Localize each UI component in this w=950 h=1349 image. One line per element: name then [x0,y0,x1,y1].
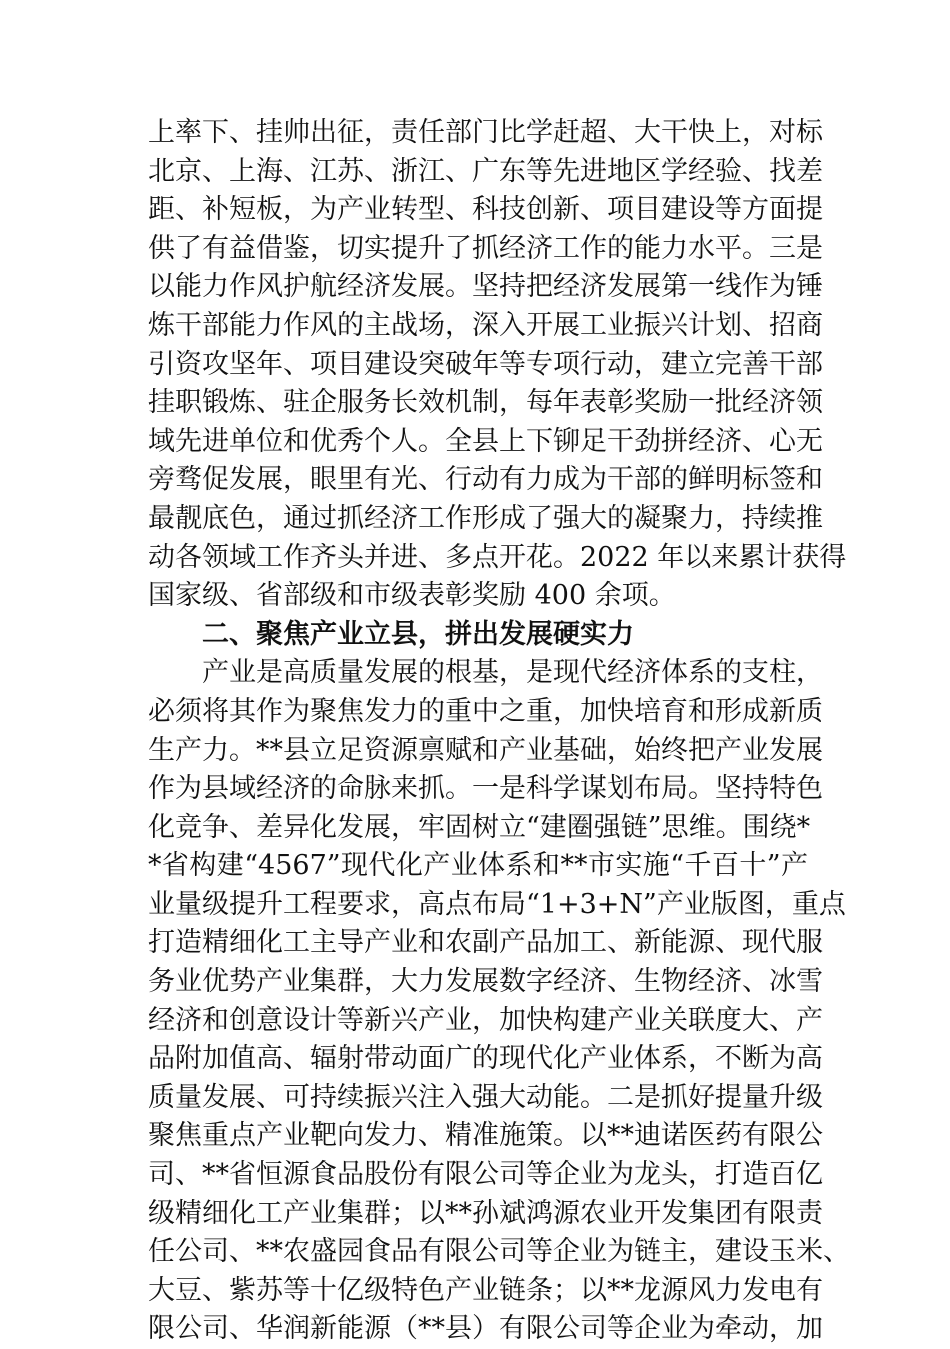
text-line: 级精细化工产业集群；以**孙斌鸿源农业开发集团有限责 [148,1197,823,1229]
text-line: 旁骛促发展，眼里有光、行动有力成为干部的鲜明标签和 [148,464,823,496]
text-line: 限公司、华润新能源（**县）有限公司等企业为牵动，加 [148,1313,823,1345]
text-line: 必须将其作为聚焦发力的重中之重，加快培育和形成新质 [148,695,823,727]
text-line: 供了有益借鉴，切实提升了抓经济工作的能力水平。三是 [148,232,823,264]
text-line: 作为县域经济的命脉来抓。一是科学谋划布局。坚持特色 [148,773,823,805]
text-line: 炼干部能力作风的主战场，深入开展工业振兴计划、招商 [148,309,823,341]
paragraph-2 [148,654,850,1349]
text-line: 生产力。**县立足资源禀赋和产业基础，始终把产业发展 [148,734,823,766]
text-line: 引资攻坚年、项目建设突破年等专项行动，建立完善干部 [148,348,823,380]
text-line: 质量发展、可持续振兴注入强大动能。二是抓好提量升级 [148,1081,823,1113]
text-line: 品附加值高、辐射带动面广的现代化产业体系，不断为高 [148,1043,823,1075]
text-line: *省构建“4567”现代化产业体系和**市实施“千百十”产 [148,850,808,882]
text-line: 国家级、省部级和市级表彰奖励 400 余项。 [148,580,676,612]
text-line: 挂职锻炼、驻企服务长效机制，每年表彰奖励一批经济领 [148,387,823,419]
text-line: 动各领域工作齐头并进、多点开花。2022 年以来累计获得 [148,541,847,573]
text-line: 产业是高质量发展的根基，是现代经济体系的支柱， [202,657,823,689]
text-line: 域先进单位和优秀个人。全县上下铆足干劲拼经济、心无 [148,425,823,457]
text-line: 聚焦重点产业靶向发力、精准施策。以**迪诺医药有限公 [148,1120,823,1152]
text-line: 北京、上海、江苏、浙江、广东等先进地区学经验、找差 [148,155,823,187]
text-line: 任公司、**农盛园食品有限公司等企业为链主，建设玉米、 [148,1236,850,1268]
text-line: 化竞争、差异化发展，牢固树立“建圈强链”思维。围绕* [148,811,811,843]
paragraph-1 [148,114,847,616]
section-heading: 二、聚焦产业立县，拼出发展硬实力 [202,618,634,650]
text-line: 经济和创意设计等新兴产业，加快构建产业关联度大、产 [148,1004,823,1036]
text-line: 务业优势产业集群，大力发展数字经济、生物经济、冰雪 [148,966,823,998]
text-line: 大豆、紫苏等十亿级特色产业链条；以**龙源风力发电有 [148,1274,823,1306]
text-line: 司、**省恒源食品股份有限公司等企业为龙头，打造百亿 [148,1159,823,1191]
text-line: 打造精细化工主导产业和农副产品加工、新能源、现代服 [148,927,823,959]
text-line: 以能力作风护航经济发展。坚持把经济发展第一线作为锤 [148,271,823,303]
text-line: 最靓底色，通过抓经济工作形成了强大的凝聚力，持续推 [148,502,823,534]
document-body [148,114,850,1349]
text-line: 距、补短板，为产业转型、科技创新、项目建设等方面提 [148,194,823,226]
text-line: 上率下、挂帅出征，责任部门比学赶超、大干快上，对标 [148,117,823,148]
text-line: 业量级提升工程要求，高点布局“1+3+N”产业版图，重点 [148,888,846,920]
